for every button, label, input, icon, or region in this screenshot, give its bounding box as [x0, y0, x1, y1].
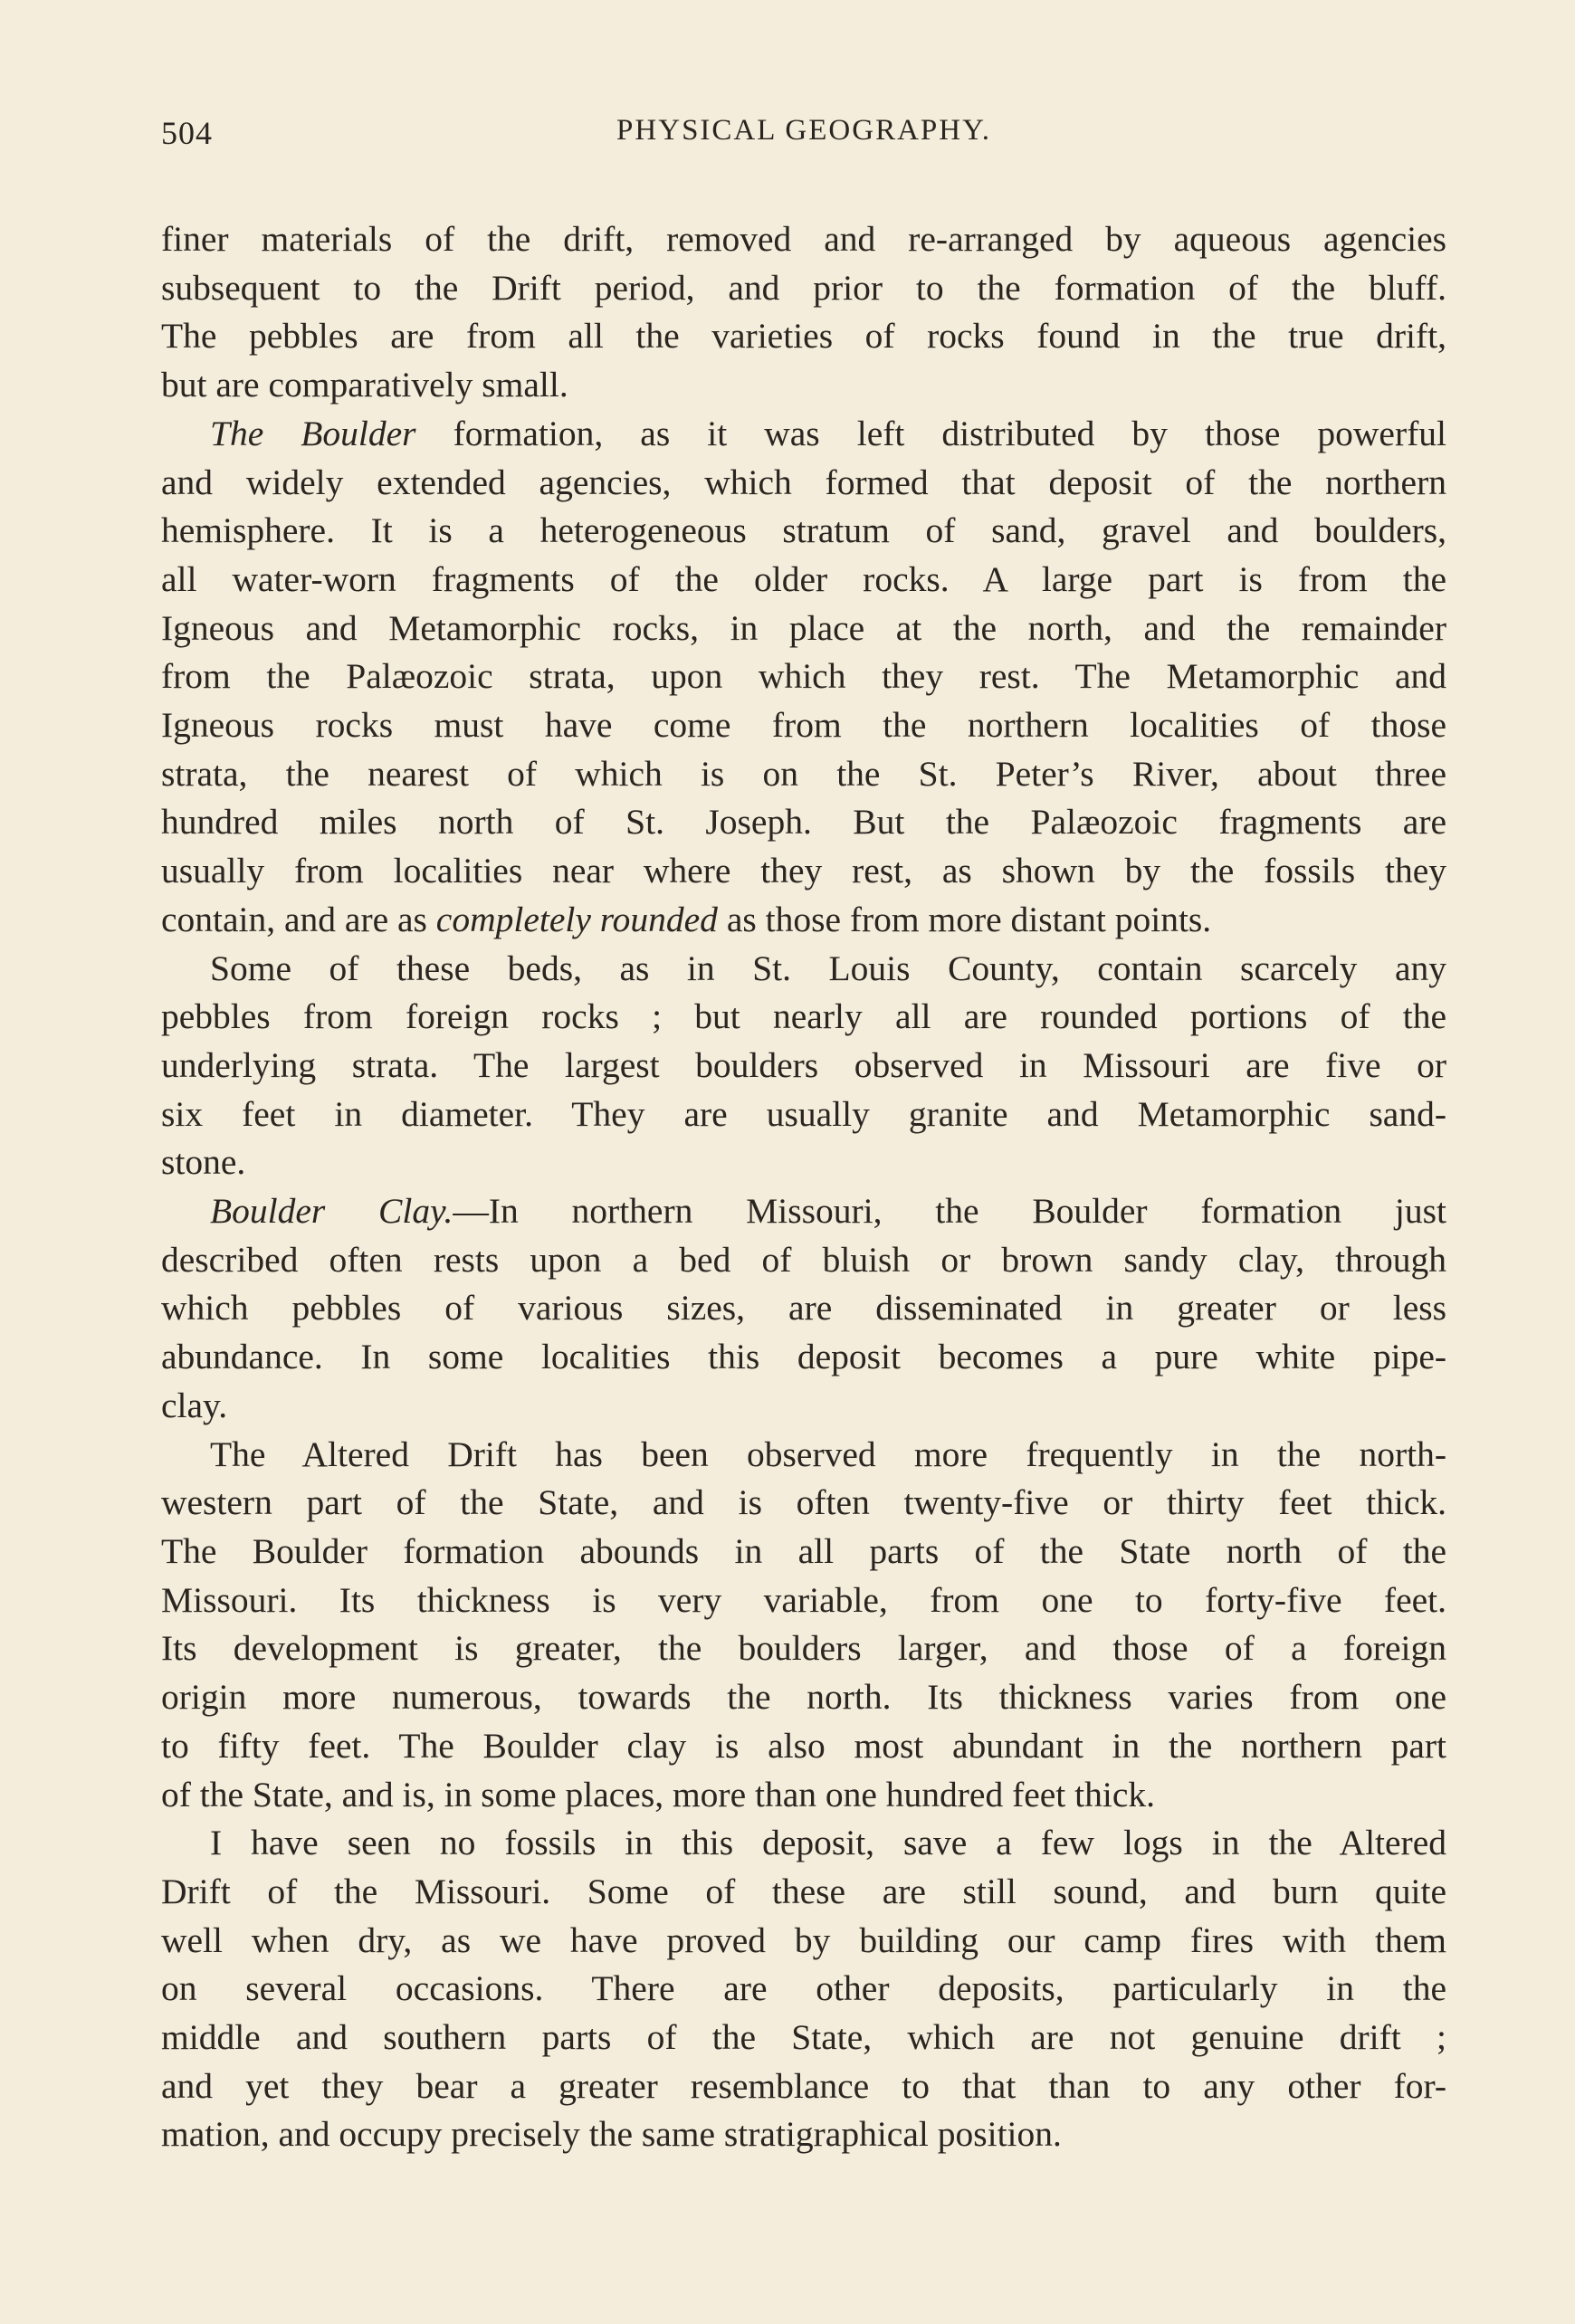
italic-lead: The Boulder: [210, 413, 416, 453]
text-line: [161, 410, 1446, 459]
text-line: which pebbles of various sizes, are disseminated in greater or less: [161, 1288, 1446, 1329]
paragraph-4: [161, 1187, 1446, 1431]
text-line: of the State, and is, in some places, more than one hundred feet thick.: [161, 1774, 1155, 1814]
paragraph-1: [161, 215, 1446, 410]
text-run: as those from more distant points.: [717, 899, 1212, 939]
running-head: PHYSICAL GEOGRAPHY.: [616, 114, 991, 147]
text-line: origin more numerous, towards the north. Its thickness varies from one: [161, 1677, 1446, 1718]
text-line: finer materials of the drift, removed and re-arranged by aqueous agencies: [161, 219, 1446, 259]
italic-phrase: completely rounded: [435, 899, 718, 939]
text-line: on several occasions. There are other deposits, particularly in the: [161, 1968, 1446, 2009]
text-line: middle and southern parts of the State, which are not genuine drift ;: [161, 2017, 1446, 2058]
text-line: described often rests upon a bed of bluish or brown sandy clay, through: [161, 1239, 1446, 1280]
text-line: clay.: [161, 1385, 228, 1425]
text-line: to fifty feet. The Boulder clay is also most abundant in the northern part: [161, 1725, 1446, 1766]
text-line: and yet they bear a greater resemblance to that than to any other for-: [161, 2065, 1446, 2106]
text-line: hundred miles north of St. Joseph. But the Palæozoic fragments are: [161, 802, 1446, 843]
page-header: [161, 114, 1446, 168]
text-line: I have seen no fossils in this deposit, save a few logs in the Altered: [210, 1823, 1446, 1863]
italic-lead: Boulder Clay.: [210, 1191, 453, 1232]
text-line: western part of the State, and is often twenty-five or thirty feet thick.: [161, 1482, 1446, 1523]
text-run: —In northern Missouri, the Boulder formation just: [453, 1191, 1446, 1232]
text-line: Drift of the Missouri. Some of these are still sound, and burn quite: [161, 1871, 1446, 1911]
text-line: well when dry, as we have proved by building our camp fires with them: [161, 1919, 1446, 1960]
paragraph-6: [161, 1819, 1446, 2159]
text-line: mation, and occupy precisely the same stratigraphical position.: [161, 2114, 1062, 2155]
text-line: The Boulder formation abounds in all parts of the State north of the: [161, 1530, 1446, 1571]
paragraph-2: [161, 410, 1446, 945]
text-line: [161, 896, 1446, 945]
text-line: The pebbles are from all the varieties of rocks found in the true drift,: [161, 316, 1446, 357]
text-line: Igneous rocks must have come from the northern localities of those: [161, 705, 1446, 746]
body-text: [161, 215, 1446, 2159]
text-line: but are comparatively small.: [161, 365, 568, 405]
text-line: strata, the nearest of which is on the St. Peter’s River, about three: [161, 753, 1446, 794]
text-line: from the Palæozoic strata, upon which they rest. The Metamorphic and: [161, 656, 1446, 697]
text-line: usually from localities near where they rest, as shown by the fossils they: [161, 851, 1446, 891]
paragraph-5: [161, 1431, 1446, 1820]
text-run: formation, as it was left distributed by those powerful: [415, 413, 1446, 453]
text-line: Its development is greater, the boulders larger, and those of a foreign: [161, 1628, 1446, 1669]
text-line: Igneous and Metamorphic rocks, in place at the north, and the remainder: [161, 607, 1446, 648]
text-line: hemisphere. It is a heterogeneous stratum of sand, gravel and boulders,: [161, 510, 1446, 551]
text-line: underlying strata. The largest boulders observed in Missouri are five or: [161, 1044, 1446, 1085]
paragraph-3: [161, 945, 1446, 1188]
text-run: contain, and are as: [161, 899, 436, 939]
page: [161, 114, 1446, 2159]
text-line: six feet in diameter. They are usually granite and Metamorphic sand-: [161, 1093, 1446, 1134]
text-line: all water-worn fragments of the older rocks. A large part is from the: [161, 558, 1446, 599]
text-line: [161, 1187, 1446, 1236]
text-line: and widely extended agencies, which formed that deposit of the northern: [161, 462, 1446, 502]
text-line: Missouri. Its thickness is very variable, from one to forty-five feet.: [161, 1579, 1446, 1620]
page-number: 504: [161, 115, 213, 151]
text-line: abundance. In some localities this deposit becomes a pure white pipe-: [161, 1337, 1446, 1377]
text-line: pebbles from foreign rocks ; but nearly all are rounded portions of the: [161, 996, 1446, 1037]
text-line: subsequent to the Drift period, and prior to the formation of the bluff.: [161, 267, 1446, 308]
text-line: The Altered Drift has been observed more frequently in the north-: [210, 1433, 1446, 1474]
text-line: stone.: [161, 1142, 246, 1183]
text-line: Some of these beds, as in St. Louis County, contain scarcely any: [210, 948, 1446, 988]
